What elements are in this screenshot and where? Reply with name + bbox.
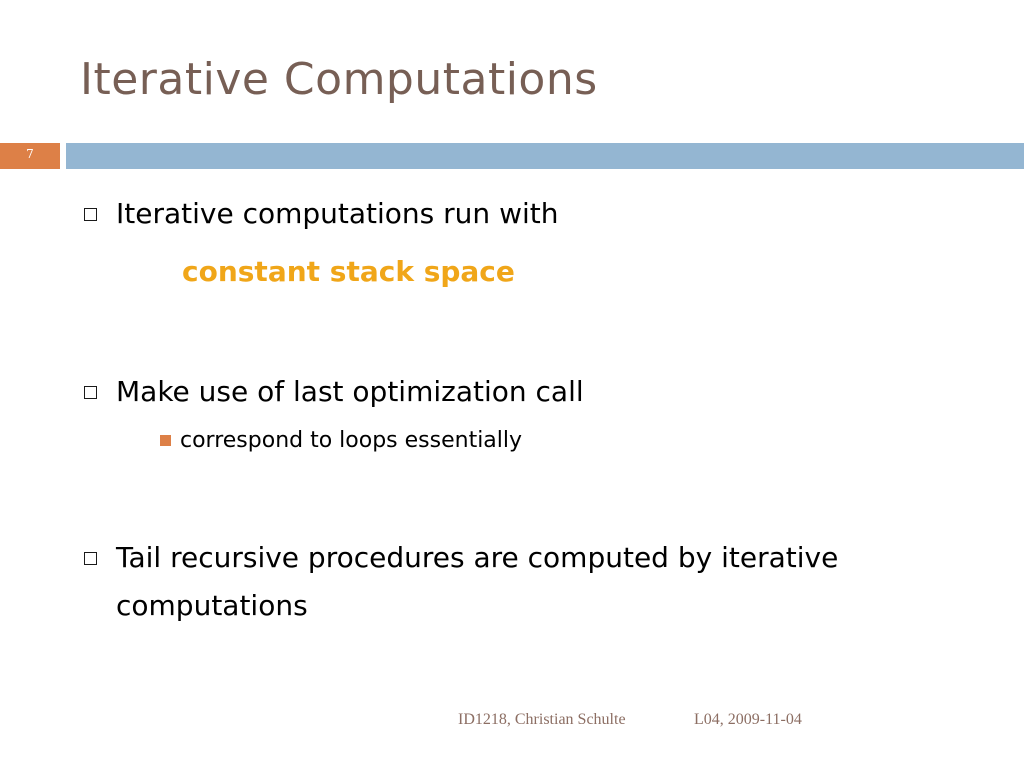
slide-title: Iterative Computations	[80, 54, 598, 105]
footer-course-author: ID1218, Christian Schulte	[458, 711, 626, 728]
bullet-3-text-line-2: computations	[116, 589, 308, 622]
bullet-2-text: Make use of last optimization call	[116, 375, 584, 408]
footer-lecture-date: L04, 2009-11-04	[694, 711, 802, 728]
hollow-square-bullet-icon	[84, 386, 97, 399]
filled-square-bullet-icon	[160, 435, 171, 446]
bullet-3-text-line-1: Tail recursive procedures are computed by iterative	[116, 541, 839, 574]
title-rule-bar	[66, 143, 1024, 169]
bullet-2-sub-text: correspond to loops essentially	[180, 428, 523, 453]
hollow-square-bullet-icon	[84, 208, 97, 221]
hollow-square-bullet-icon	[84, 552, 97, 565]
slide-number: 7	[0, 143, 60, 169]
bullet-1-emphasis: constant stack space	[182, 255, 515, 288]
bullet-1-text: Iterative computations run with	[116, 197, 559, 230]
